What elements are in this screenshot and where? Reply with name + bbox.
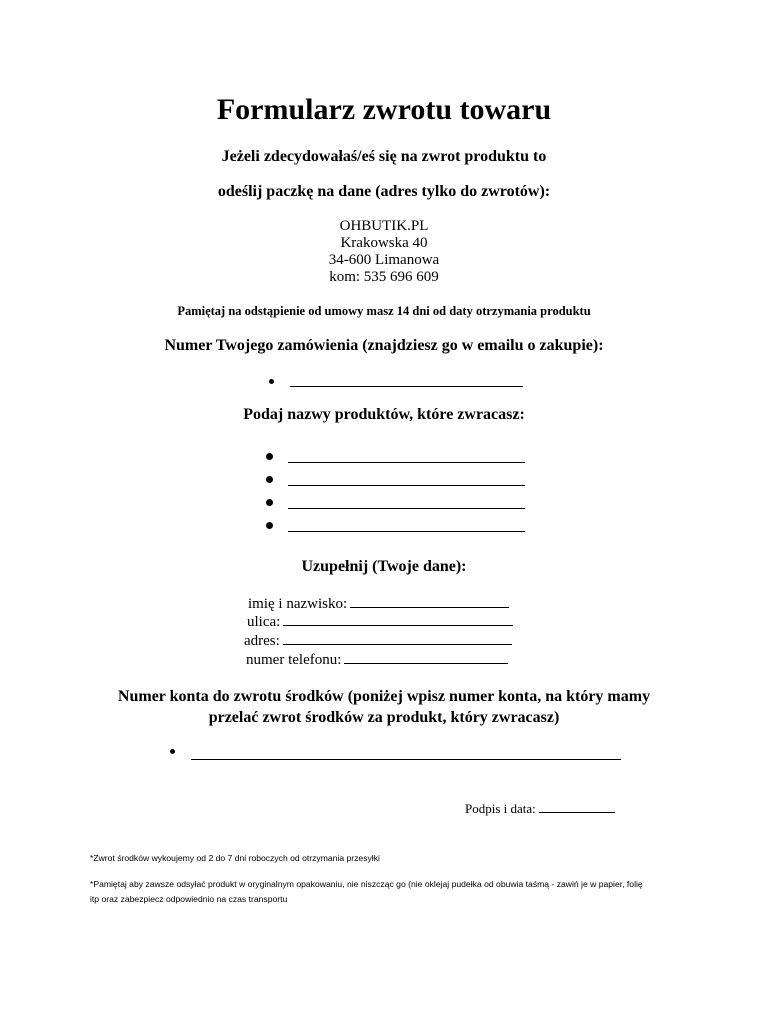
street-label: ulica: [247,614,281,630]
bullet-icon [170,749,175,754]
page-title: Formularz zwrotu towaru [216,93,552,126]
street-field-row [247,613,513,632]
street-field[interactable] [283,613,513,626]
personal-data-heading: Uzupełnij (Twoje dane): [301,558,467,575]
address-city: 34-600 Limanowa [328,252,440,268]
withdrawal-notice: Pamiętaj na odstąpienie od umowy masz 14 dni od daty otrzymania produktu [177,304,591,318]
bullet-icon [266,453,273,460]
bank-question-line-1: Numer konta do zwrotu środków (poniżej wpisz numer konta, na który mamy [117,688,651,705]
bullet-icon [266,476,273,483]
product-field-3[interactable] [288,508,525,509]
name-field[interactable] [350,595,509,608]
packaging-note-line-2: itp oraz zabezpiecz odpowiednio na czas transportu [90,894,288,904]
signature-label: Podpis i data: [465,801,536,816]
name-field-row [248,595,509,614]
address-label: adres: [244,633,280,649]
phone-label: numer telefonu: [246,652,342,668]
address-street: Krakowska 40 [340,235,428,251]
signature-row [465,801,615,817]
product-field-2[interactable] [288,485,525,486]
bullet-icon [269,379,274,384]
bullet-icon [266,522,273,529]
refund-time-note: *Zwrot środków wykoujemy od 2 do 7 dni roboczych od otrzymania przesyłki [90,853,380,863]
intro-line-2: odeślij paczkę na dane (adres tylko do zwrotów): [217,183,551,200]
name-label: imię i nazwisko: [248,596,348,612]
address-phone: kom: 535 696 609 [329,269,439,285]
intro-line-1: Jeżeli zdecydowałaś/eś się na zwrot produktu to [221,148,547,165]
product-field-4[interactable] [288,531,525,532]
address-field[interactable] [283,632,512,645]
product-field-1[interactable] [288,462,525,463]
address-field-row [244,632,512,651]
bullet-icon [266,499,273,506]
address-company: OHBUTIK.PL [339,218,429,234]
return-address [0,218,768,286]
signature-field[interactable] [539,802,615,813]
bank-account-field[interactable] [191,759,621,760]
products-question: Podaj nazwy produktów, które zwracasz: [243,406,525,423]
order-number-question: Numer Twojego zamówienia (znajdziesz go w emailu o zakupie): [164,337,604,354]
packaging-note-line-1: *Pamiętaj aby zawsze odsyłać produkt w oryginalnym opakowaniu, nie niszcząc go (nie oklejaj pudełka od obuwia taśmą - zawiń je w papier, folię [90,879,643,889]
phone-field[interactable] [344,651,508,664]
phone-field-row [246,651,508,670]
bank-account-question [0,686,768,728]
packaging-note [90,877,690,907]
order-number-field[interactable] [290,386,523,387]
bank-question-line-2: przelać zwrot środków za produkt, który zwracasz) [208,709,560,726]
